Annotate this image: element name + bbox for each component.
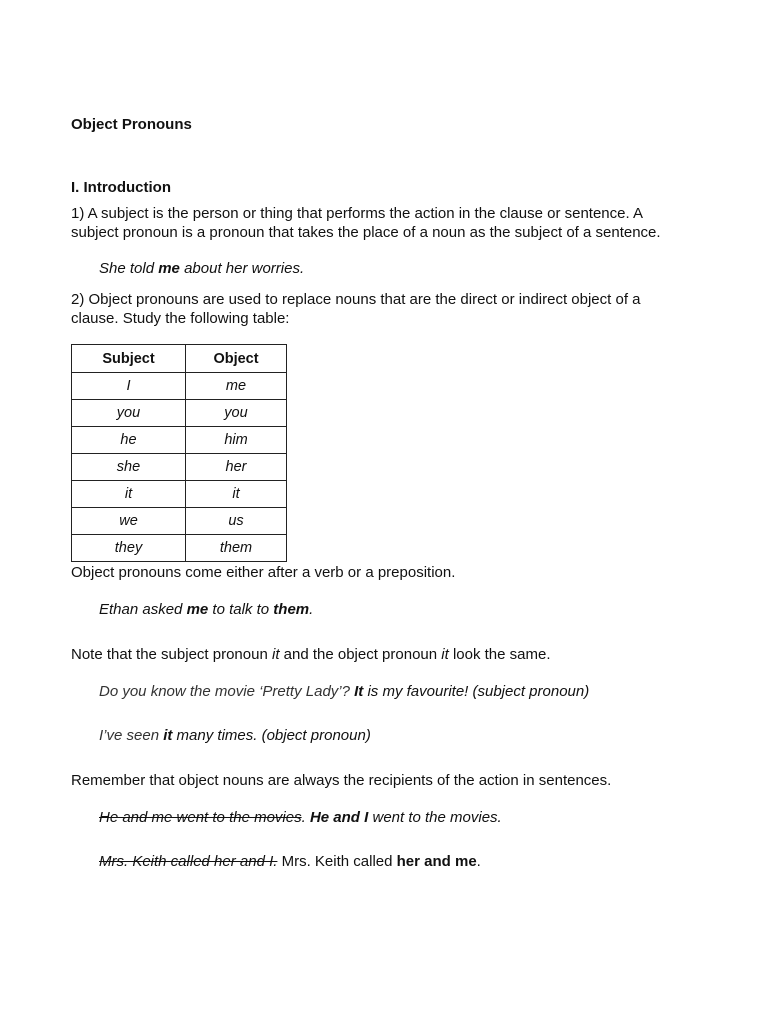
example-text: .	[301, 809, 310, 826]
object-cell: me	[186, 373, 287, 400]
paragraph-it-note	[71, 646, 551, 663]
subject-cell: they	[72, 535, 186, 562]
example-emphasis: It	[354, 683, 364, 700]
example-text: She told	[99, 260, 159, 277]
example-sentence-2	[99, 601, 313, 618]
subject-cell: he	[72, 427, 186, 454]
subject-cell: she	[72, 454, 186, 481]
subject-cell: it	[72, 481, 186, 508]
table-row	[72, 508, 287, 535]
example-text: to talk to	[208, 601, 274, 618]
object-cell: him	[186, 427, 287, 454]
table-row	[72, 454, 287, 481]
example-sentence-4	[99, 727, 371, 744]
example-text: about her worries.	[179, 260, 305, 277]
object-cell: her	[186, 454, 287, 481]
object-cell: us	[186, 508, 287, 535]
object-cell: you	[186, 400, 287, 427]
pronoun-table	[71, 344, 287, 562]
example-emphasis: He and I	[309, 809, 369, 826]
example-emphasis: them	[273, 601, 310, 618]
example-text: .	[476, 853, 481, 870]
example-text: Mrs. Keith called	[277, 853, 397, 870]
example-text: .	[309, 601, 314, 618]
subject-cell: you	[72, 400, 186, 427]
subject-cell: I	[72, 373, 186, 400]
paragraph-subject-definition: 1) A subject is the person or thing that performs the action in the clause or sentence. A subject pronoun is a pronoun that takes the place of a noun as the subject of a sentence.	[71, 205, 661, 241]
table-header-row	[72, 345, 287, 373]
column-header-subject: Subject	[72, 345, 186, 373]
paragraph-recipients-rule: Remember that object nouns are always the recipients of the action in sentences.	[71, 772, 612, 789]
document-title: Object Pronouns	[71, 116, 192, 133]
incorrect-example: Mrs. Keith called her and I.	[99, 853, 278, 870]
subject-cell: we	[72, 508, 186, 535]
table-row	[72, 481, 287, 508]
example-text: Do you know the movie ‘Pretty Lady’?	[99, 683, 355, 700]
example-text: I’ve seen	[99, 727, 164, 744]
table-row	[72, 535, 287, 562]
table-row	[72, 373, 287, 400]
example-emphasis: it	[163, 727, 173, 744]
note-text: and the object pronoun	[279, 646, 442, 663]
example-sentence-6	[99, 853, 481, 870]
paragraph-object-pronouns: 2) Object pronouns are used to replace nouns that are the direct or indirect object of a clause. Study the following table:	[71, 291, 641, 327]
table-row	[72, 427, 287, 454]
example-sentence-5	[99, 809, 502, 826]
example-text: went to the movies.	[368, 809, 502, 826]
example-text: is my favourite! (subject pronoun)	[363, 683, 590, 700]
note-emphasis: it	[441, 646, 449, 663]
table-row	[72, 400, 287, 427]
example-sentence-3	[99, 683, 589, 700]
incorrect-example: He and me went to the movies	[99, 809, 302, 826]
note-text: look the same.	[448, 646, 551, 663]
example-text: many times. (object pronoun)	[172, 727, 371, 744]
section-heading: I. Introduction	[71, 179, 171, 196]
example-text: Ethan asked	[99, 601, 187, 618]
column-header-object: Object	[186, 345, 287, 373]
note-text: Note that the subject pronoun	[71, 646, 272, 663]
note-emphasis: it	[271, 646, 280, 663]
object-cell: it	[186, 481, 287, 508]
object-cell: them	[186, 535, 287, 562]
example-sentence-1	[99, 260, 304, 277]
paragraph-position-rule: Object pronouns come either after a verb or a preposition.	[71, 564, 456, 581]
example-emphasis: me	[186, 601, 209, 618]
example-emphasis: her and me	[396, 853, 477, 870]
example-emphasis: me	[158, 260, 180, 277]
